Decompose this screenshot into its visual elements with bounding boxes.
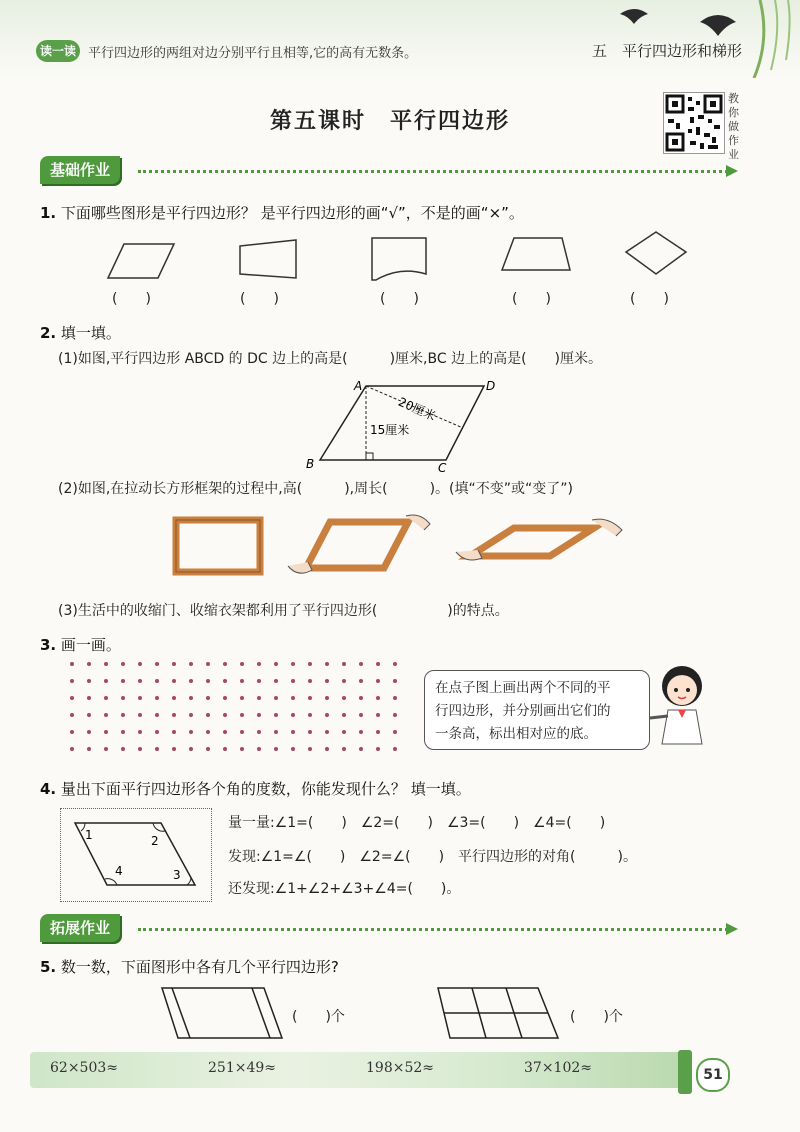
q3-text [40,634,121,655]
grid-dot[interactable] [291,747,295,751]
q4-figure-box [60,808,212,902]
grid-dot[interactable] [87,713,91,717]
grid-dot[interactable] [121,679,125,683]
page-number: 51 [696,1058,730,1092]
q4-line1: 量一量:∠1=( ) ∠2=( ) ∠3=( ) ∠4=( ) [228,815,606,831]
grid-dot[interactable] [172,696,176,700]
read-badge: 读一读 [36,40,80,62]
read-note: 平行四边形的两组对边分别平行且相等,它的高有无数条。 [88,46,418,61]
grid-dot[interactable] [138,713,142,717]
grid-dot[interactable] [257,662,261,666]
label-d: D [486,379,496,393]
q1-answer-1[interactable]: ( ) [112,291,151,307]
q4-number: 4. [40,780,57,798]
footer-calc-1: 62×503≈ [50,1060,118,1076]
grid-dot[interactable] [138,679,142,683]
grid-dot[interactable] [393,696,397,700]
grid-dot[interactable] [189,730,193,734]
grid-dot[interactable] [172,713,176,717]
grid-dot[interactable] [138,747,142,751]
grid-dot[interactable] [291,679,295,683]
grid-dot[interactable] [223,662,227,666]
section-extended-divider [138,928,728,931]
grid-dot[interactable] [308,713,312,717]
grid-dot[interactable] [87,747,91,751]
grid-dot[interactable] [257,730,261,734]
grid-dot[interactable] [189,747,193,751]
q5-figure-1 [150,984,290,1044]
grid-dot[interactable] [155,730,159,734]
grid-dot[interactable] [393,713,397,717]
grid-dot[interactable] [325,679,329,683]
q3-number: 3. [40,636,57,654]
grid-dot[interactable] [104,696,108,700]
lesson-title: 第五课时 平行四边形 [269,109,510,134]
swallow-decoration [600,0,800,78]
label-a: A [354,379,363,393]
q1-prompt: 下面哪些图形是平行四边形？ 是平行四边形的画“√”，不是的画“×”。 [60,204,524,222]
shape-trapezoid-right [240,240,296,278]
footer-calc-3: 198×52≈ [366,1060,434,1076]
footer-calc-4: 37×102≈ [524,1060,592,1076]
grid-dot[interactable] [325,696,329,700]
qr-label: 教你做作业 [728,92,739,161]
q1-answer-5[interactable]: ( ) [630,291,669,307]
grid-dot[interactable] [87,662,91,666]
grid-dot[interactable] [138,662,142,666]
shape-parallelogram [108,244,174,278]
grid-dot[interactable] [206,730,210,734]
grid-dot[interactable] [189,696,193,700]
grid-dot[interactable] [325,747,329,751]
angle-4-label: 4 [115,864,123,878]
grid-dot[interactable] [393,679,397,683]
grid-dot[interactable] [257,713,261,717]
q5-figure-2 [434,984,574,1044]
dot-grid[interactable] [66,656,406,764]
grid-dot[interactable] [206,747,210,751]
grid-dot[interactable] [325,730,329,734]
grid-dot[interactable] [104,713,108,717]
q4-text [40,778,471,799]
shape-curved-quad [372,238,426,280]
grid-dot[interactable] [376,730,380,734]
grid-dot[interactable] [172,730,176,734]
section-basic-divider [138,170,728,173]
grid-dot[interactable] [87,730,91,734]
grid-dot[interactable] [359,662,363,666]
grid-dot[interactable] [308,747,312,751]
q5-answer-1[interactable]: ( )个 [292,1009,345,1025]
stretched-frame-2 [456,519,622,560]
grid-dot[interactable] [274,730,278,734]
grid-dot[interactable] [376,696,380,700]
grid-dot[interactable] [206,679,210,683]
grid-dot[interactable] [70,696,74,700]
grid-dot[interactable] [155,679,159,683]
grid-dot[interactable] [359,679,363,683]
grid-dot[interactable] [274,713,278,717]
grid-dot[interactable] [189,679,193,683]
girl-character-icon [646,660,716,754]
grid-dot[interactable] [155,713,159,717]
grid-dot[interactable] [155,696,159,700]
grid-dot[interactable] [70,662,74,666]
grid-dot[interactable] [291,696,295,700]
grid-dot[interactable] [104,747,108,751]
grid-dot[interactable] [70,747,74,751]
label-c: C [438,461,447,475]
qr-code-icon[interactable] [663,92,725,154]
grid-dot[interactable] [257,679,261,683]
q5-prompt: 数一数，下面图形中各有几个平行四边形? [60,958,339,976]
grid-dot[interactable] [223,747,227,751]
label-15cm: 15厘米 [370,423,410,437]
chapter-title: 五 平行四边形和梯形 [592,42,743,60]
grid-dot[interactable] [240,730,244,734]
footer-calc-2: 251×49≈ [208,1060,276,1076]
grid-dot[interactable] [359,730,363,734]
grid-dot[interactable] [376,747,380,751]
q2-frames-figure [170,508,650,592]
grid-dot[interactable] [325,713,329,717]
grid-dot[interactable] [104,662,108,666]
q4-line2: 发现:∠1=∠( ) ∠2=∠( ) 平行四边形的对角( )。 [228,849,637,865]
grid-dot[interactable] [291,713,295,717]
grid-dot[interactable] [121,747,125,751]
grid-dot[interactable] [342,662,346,666]
grid-dot[interactable] [291,662,295,666]
grid-dot[interactable] [359,747,363,751]
q2-part2: (2)如图,在拉动长方形框架的过程中,高( ),周长( )。(填“不变”或“变了”) [58,481,573,497]
q4-line3: 还发现:∠1+∠2+∠3+∠4=( )。 [228,881,461,897]
grid-dot[interactable] [121,696,125,700]
grid-dot[interactable] [240,713,244,717]
grid-dot[interactable] [223,713,227,717]
grid-dot[interactable] [308,679,312,683]
grid-dot[interactable] [342,713,346,717]
q4-parallelogram [61,809,211,901]
grid-dot[interactable] [138,730,142,734]
q5-number: 5. [40,958,57,976]
q2-part1: (1)如图,平行四边形 ABCD 的 DC 边上的高是( )厘米,BC 边上的高是( )厘米。 [58,351,603,367]
grid-dot[interactable] [308,662,312,666]
q2-text [40,322,121,343]
q1-answer-4[interactable]: ( ) [512,291,551,307]
grid-dot[interactable] [240,662,244,666]
grid-dot[interactable] [325,662,329,666]
q2-part3: (3)生活中的收缩门、收缩衣架都利用了平行四边形( )的特点。 [58,603,509,619]
label-b: B [306,457,315,471]
speech-bubble [424,670,650,750]
grid-dot[interactable] [393,662,397,666]
grid-dot[interactable] [155,747,159,751]
label-20cm: 20厘米 [396,394,438,424]
grid-dot[interactable] [240,679,244,683]
q1-shapes [100,228,700,288]
q1-number: 1. [40,204,57,222]
grid-dot[interactable] [121,662,125,666]
grid-dot[interactable] [376,713,380,717]
shape-rhombus [626,232,686,274]
q4-prompt: 量出下面平行四边形各个角的度数，你能发现什么？ 填一填。 [60,780,471,798]
grid-dot[interactable] [291,730,295,734]
grid-dot[interactable] [240,696,244,700]
grid-dot[interactable] [223,730,227,734]
grid-dot[interactable] [342,730,346,734]
grid-dot[interactable] [172,662,176,666]
grid-dot[interactable] [342,679,346,683]
bubble-line-3: 一条高，标出相对应的底。 [435,726,597,742]
grid-dot[interactable] [172,747,176,751]
q2-number: 2. [40,324,57,342]
grid-dot[interactable] [223,679,227,683]
grid-dot[interactable] [155,662,159,666]
grid-dot[interactable] [206,713,210,717]
grid-dot[interactable] [376,662,380,666]
grid-dot[interactable] [274,696,278,700]
grid-dot[interactable] [308,730,312,734]
q1-answer-3[interactable]: ( ) [380,291,419,307]
q1-answer-2[interactable]: ( ) [240,291,279,307]
grid-dot[interactable] [257,696,261,700]
angle-1-label: 1 [85,828,93,842]
rectangle-frame [176,520,260,572]
grid-dot[interactable] [206,696,210,700]
arrow-icon [724,163,740,179]
grid-dot[interactable] [342,696,346,700]
grid-dot[interactable] [87,696,91,700]
q2-parallelogram-figure [300,376,500,476]
bubble-line-2: 行四边形，并分别画出它们的 [435,703,611,719]
grid-dot[interactable] [376,679,380,683]
page-tab [678,1050,692,1094]
section-basic-tag: 基础作业 [40,156,120,184]
grid-dot[interactable] [359,713,363,717]
q1-text [40,202,524,223]
grid-dot[interactable] [274,747,278,751]
shape-trapezoid [502,238,570,270]
grid-dot[interactable] [189,713,193,717]
grid-dot[interactable] [206,662,210,666]
grid-dot[interactable] [172,679,176,683]
angle-2-label: 2 [151,834,159,848]
grid-dot[interactable] [359,696,363,700]
angle-3-label: 3 [173,868,181,882]
grid-dot[interactable] [70,679,74,683]
grid-dot[interactable] [274,662,278,666]
grid-dot[interactable] [393,747,397,751]
grid-dot[interactable] [70,713,74,717]
section-extended-tag: 拓展作业 [40,914,120,942]
grid-dot[interactable] [70,730,74,734]
bubble-line-1: 在点子图上画出两个不同的平 [435,680,611,696]
grid-dot[interactable] [104,730,108,734]
grid-dot[interactable] [342,747,346,751]
grid-dot[interactable] [223,696,227,700]
grid-dot[interactable] [138,696,142,700]
grid-dot[interactable] [308,696,312,700]
grid-dot[interactable] [393,730,397,734]
q5-answer-2[interactable]: ( )个 [570,1009,623,1025]
grid-dot[interactable] [240,747,244,751]
stretched-frame-1 [288,515,430,573]
q5-text [40,956,339,977]
q2-prompt: 填一填。 [60,324,121,342]
grid-dot[interactable] [104,679,108,683]
grid-dot[interactable] [257,747,261,751]
q3-prompt: 画一画。 [60,636,121,654]
grid-dot[interactable] [189,662,193,666]
arrow-icon [724,921,740,937]
grid-dot[interactable] [87,679,91,683]
grid-dot[interactable] [274,679,278,683]
grid-dot[interactable] [121,713,125,717]
grid-dot[interactable] [121,730,125,734]
